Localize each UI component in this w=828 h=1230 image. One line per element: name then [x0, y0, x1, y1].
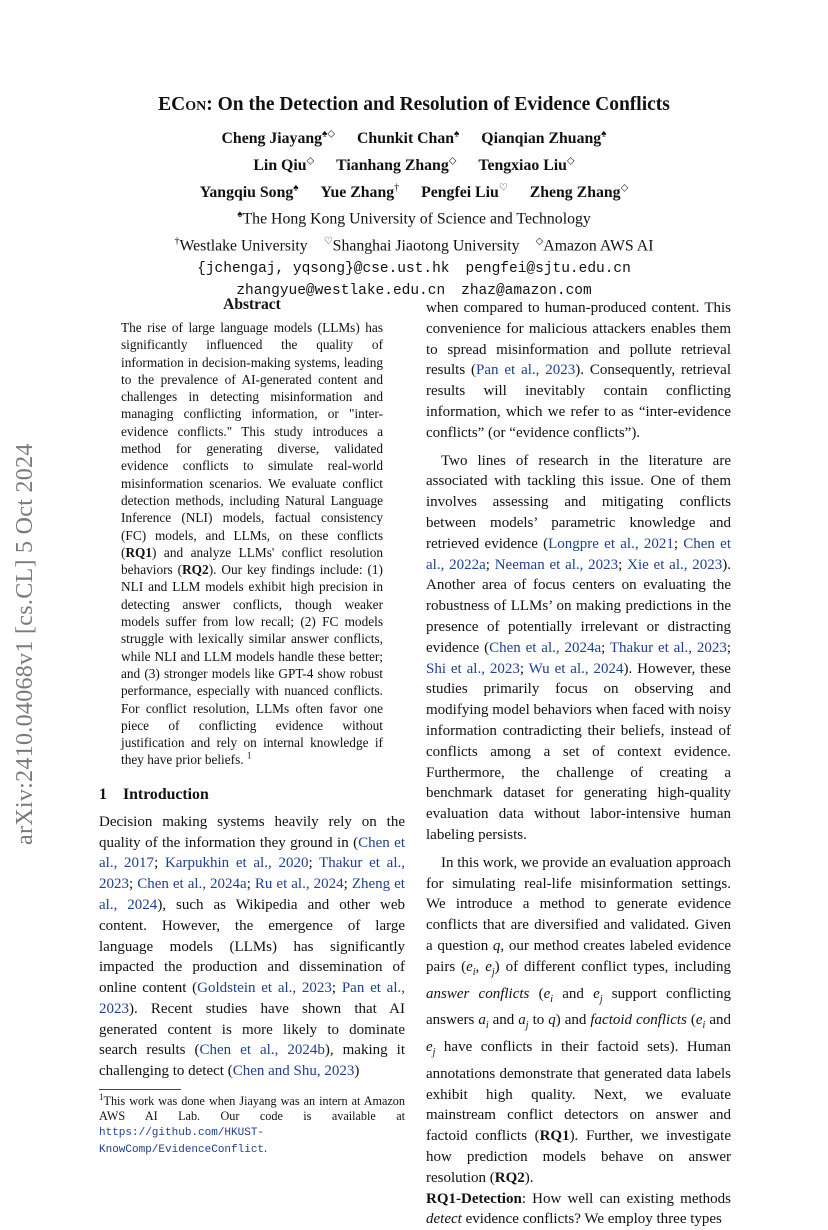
title-prefix: ECon	[158, 94, 207, 115]
abstract-heading: Abstract	[223, 296, 281, 313]
email-line-1: {jchengaj, yqsong}@cse.ust.hk pengfei@sjtu.edu.cn	[197, 260, 631, 277]
citation-link[interactable]: Neeman et al., 2023	[494, 556, 619, 573]
citation-link[interactable]: Xie et al., 2023	[627, 556, 723, 573]
affiliation-line-1: ♠The Hong Kong University of Science and Technology	[237, 209, 591, 228]
author-line-1	[0, 124, 828, 151]
author-line-2	[0, 151, 828, 178]
intro-paragraph-1: Decision making systems heavily rely on the quality of the information they ground in (Chen et al., 2017; Karpukhin et al., 2020; Thakur et al., 2023; Chen et al., 2024a; Ru et al., 2024; Zheng et al., 2024), such as Wikipedia and other web content. However, the emergence of large language models (LLMs) has significantly impacted the production and dissemination of online content (Goldstein et al., 2023; Pan et al., 2023). Recent studies have shown that AI generated content is more likely to dominate search results (Chen et al., 2024b), making it challenging to detect (Chen and Shu, 2023)	[99, 813, 406, 1080]
title-rest: : On the Detection and Resolution of Evidence Conflicts	[206, 94, 670, 115]
citation-link[interactable]: Pan et al., 2023	[476, 362, 576, 379]
citation-link[interactable]: Wu et al., 2024	[528, 660, 624, 677]
right-paragraph-3: In this work, we provide an evaluation approach for simulating real-life misinformation settings. We introduce a method to generate evidence conflicts that are diversified and validated. Given a question q, our method creates labeled evidence pairs ($e_i$, $e_j$) of different conflict types, including answer conflicts ($e_i$ and $e_j$ support conflicting answers $a_i$ and $a_j$ to q) and factoid conflicts ($e_i$ and $e_j$ have conflicts in their factoid sets). Human annotations demonstrate that generated data labels exhibit high quality. Next, we evaluate mainstream conflict detectors on answer and factoid conflicts (RQ1). Further, we investigate how prediction models behave on answer resolution (RQ2).	[426, 854, 731, 1186]
author-name: Tengxiao Liu◇	[478, 155, 575, 175]
author-name: Pengfei Liu♡	[421, 182, 508, 201]
right-paragraph-4: RQ1-Detection: How well can existing methods detect evidence conflicts? We employ three types	[426, 1190, 731, 1228]
author-name: Yangqiu Song♠	[199, 182, 299, 201]
footnote-rule	[99, 1089, 181, 1090]
left-column	[99, 296, 405, 1158]
author-name: Yue Zhang†	[320, 182, 400, 201]
citation-link[interactable]: Thakur et al., 2023	[99, 855, 405, 893]
author-name: Lin Qiu◇	[253, 155, 315, 175]
citation-link[interactable]: Thakur et al., 2023	[609, 639, 727, 656]
arxiv-identifier: arXiv:2410.04068v1 [cs.CL] 5 Oct 2024	[12, 443, 38, 845]
citation-link[interactable]: Chen et al., 2017	[99, 834, 405, 872]
right-paragraph-1: when compared to human-produced content. This convenience for malicious attackers enables them to spread misinformation and pollute retrieval results (Pan et al., 2023). Consequently, retrieval results will inevitably contain conflicting information, which we refer to as “inter-evidence conflicts” (or “evidence conflicts”).	[426, 300, 731, 441]
author-line-3	[0, 178, 828, 205]
email-line-2: zhangyue@westlake.edu.cn zhaz@amazon.com	[236, 283, 592, 300]
citation-link[interactable]: Ru et al., 2024	[254, 876, 344, 893]
author-name: Tianhang Zhang◇	[336, 155, 457, 175]
right-paragraph-2: Two lines of research in the literature are associated with tackling this issue. One of them involves assessing and mitigating conflicts between models’ parametric knowledge and retrieved evidence (Longpre et al., 2021; Chen et al., 2022a; Neeman et al., 2023; Xie et al., 2023). Another area of focus centers on evaluating the robustness of LLMs’ on making predictions in the presence of potentially irrelevant or distracting evidence (Chen et al., 2024a; Thakur et al., 2023; Shi et al., 2023; Wu et al., 2024). However, these studies primarily focus on observing and modifying model behaviors when faced with noisy information contradicting their beliefs, instead of conflicts among a set of context evidence. Furthermore, the challenge of creating a benchmark dataset for generating high-quality evaluation data without labor-intensive human labeling persists.	[426, 452, 732, 843]
citation-link[interactable]: Chen et al., 2024a	[489, 639, 602, 656]
section-heading-introduction: 1 Introduction	[99, 785, 209, 803]
author-name: Zheng Zhang◇	[529, 182, 629, 201]
citation-link[interactable]: Chen et al., 2024b	[199, 1042, 325, 1059]
citation-link[interactable]: Chen and Shu, 2023	[232, 1063, 355, 1080]
right-column	[426, 298, 731, 1230]
citation-link[interactable]: Chen et al., 2022a	[426, 535, 732, 573]
author-name: Cheng Jiayang♠◇	[221, 129, 336, 148]
citation-link[interactable]: Zheng et al., 2024	[99, 876, 405, 913]
author-name: Chunkit Chan♠	[357, 129, 460, 148]
paper-title	[0, 94, 828, 116]
footnote-link[interactable]: https://github.com/HKUST-KnowComp/EvidenceConflict	[99, 1127, 265, 1157]
citation-link[interactable]: Shi et al., 2023	[426, 660, 520, 677]
citation-link[interactable]: Chen et al., 2024a	[137, 876, 247, 893]
abstract-text: The rise of large language models (LLMs) has significantly influenced the quality of information in decision-making systems, leading to the prevalence of AI-generated content and challenges in detecting misinformation and managing conflicting information, or "inter-evidence conflicts." This study introduces a method for generating diverse, validated evidence conflicts to simulate real-world misinformation scenarios. We evaluate conflict detection methods, including Natural Language Inference (NLI) models, factual consistency (FC) models, and LLMs, on these conflicts (RQ1) and analyze LLMs' conflict resolution behaviors (RQ2). Our key findings include: (1) NLI and LLM models exhibit high precision in detecting answer conflicts, though weaker models suffer from low recall; (2) FC models struggle with lexically similar answer conflicts, while NLI and LLM models handle these better; and (3) stronger models like GPT-4 show robust performance, especially with nuanced conflicts. For conflict resolution, LLMs often favor one piece of conflicting evidence without justification and rely on internal knowledge if they have prior beliefs. $^1$	[121, 320, 383, 768]
citation-link[interactable]: Longpre et al., 2021	[548, 535, 674, 552]
footnote: $^1$This work was done when Jiayang was an intern at Amazon AWS AI Lab. Our code is available at https://github.com/HKUST-KnowComp/EvidenceConflict.	[99, 1092, 405, 1157]
citation-link[interactable]: Goldstein et al., 2023	[197, 980, 332, 997]
citation-link[interactable]: Pan et al., 2023	[99, 980, 406, 1017]
author-block	[0, 124, 828, 303]
citation-link[interactable]: Karpukhin et al., 2020	[164, 855, 309, 872]
author-name: Qianqian Zhuang♠	[481, 129, 607, 148]
affiliation-line-2: †Westlake University ♡Shanghai Jiaotong University ◇Amazon AWS AI	[174, 236, 654, 255]
